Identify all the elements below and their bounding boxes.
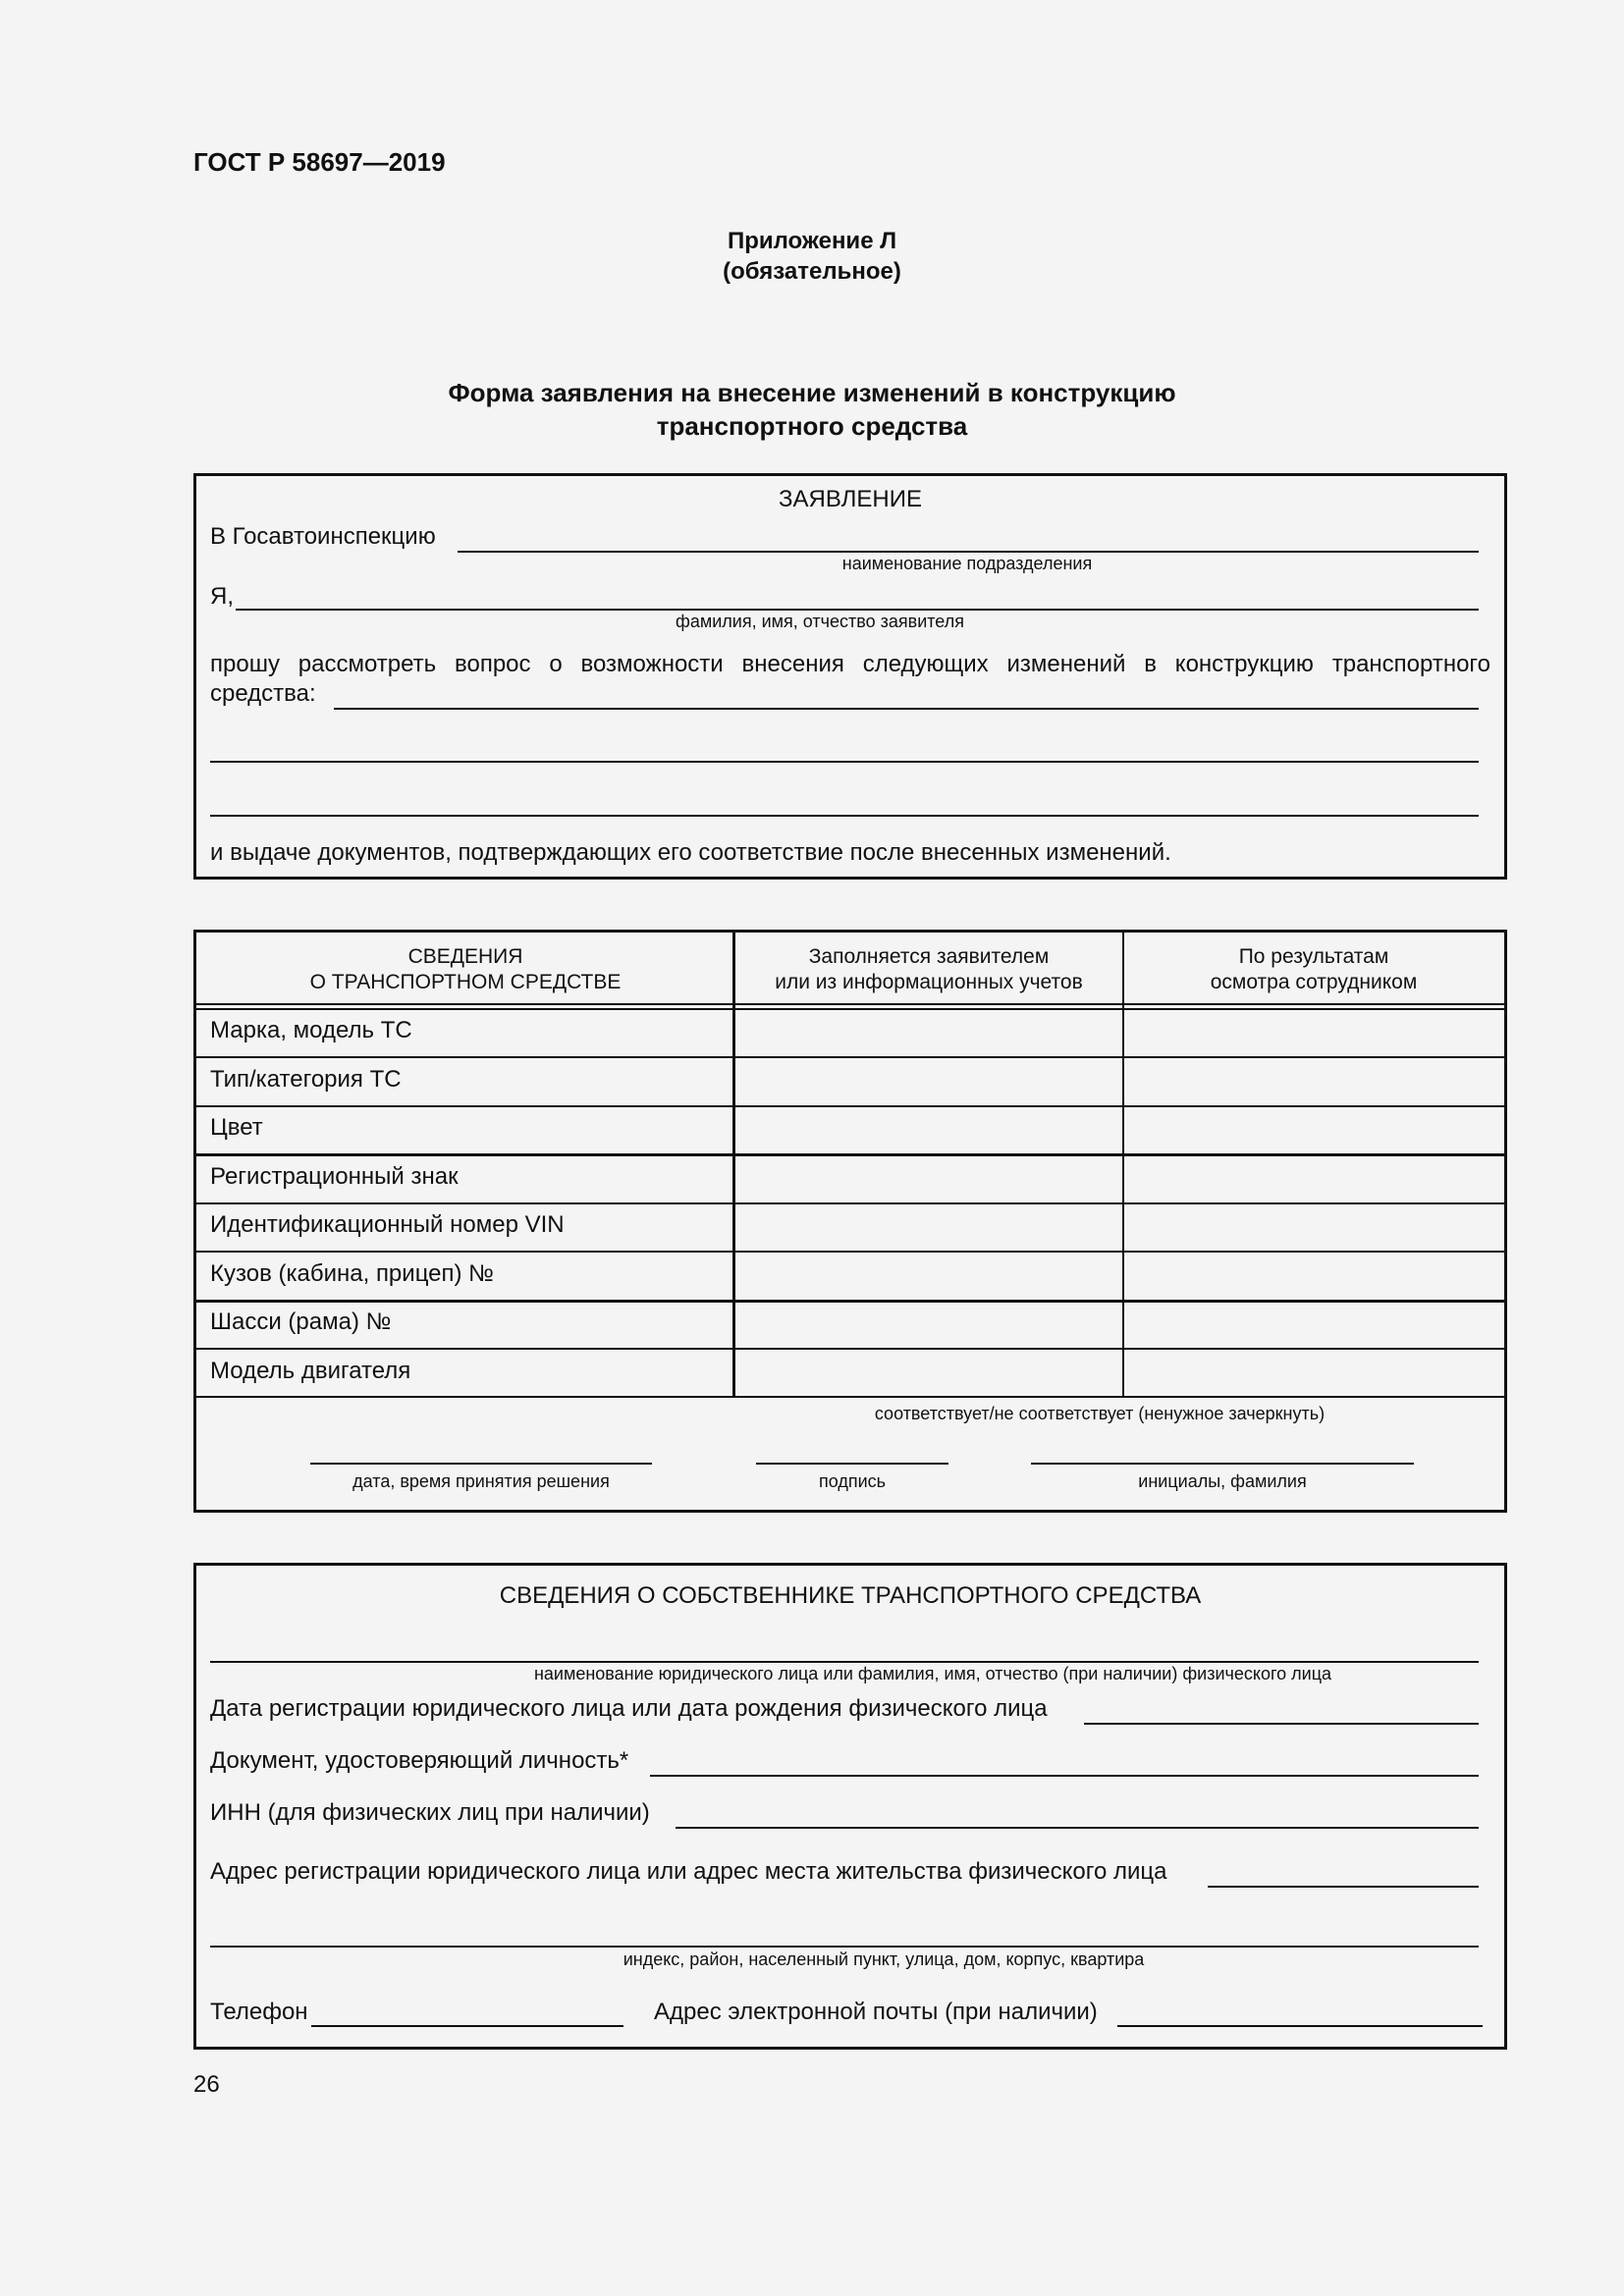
column-divider bbox=[1122, 933, 1124, 1398]
form-title-line1: Форма заявления на внесение изменений в конструкцию bbox=[448, 378, 1176, 407]
name-hint: фамилия, имя, отчество заявителя bbox=[676, 612, 964, 631]
row-divider bbox=[196, 1202, 1504, 1204]
row-label-type-category: Тип/категория ТС bbox=[210, 1066, 402, 1093]
inn-label: ИНН (для физических лиц при наличии) bbox=[210, 1799, 650, 1826]
address-line1[interactable] bbox=[1208, 1886, 1479, 1888]
to-hint: наименование подразделения bbox=[841, 554, 1093, 573]
request-line2: средства: bbox=[210, 680, 316, 707]
phone-label: Телефон bbox=[210, 1999, 308, 2025]
standard-designation: ГОСТ Р 58697—2019 bbox=[193, 147, 446, 177]
row-label-color: Цвет bbox=[210, 1114, 263, 1141]
address-hint: индекс, район, населенный пункт, улица, дом, корпус, квартира bbox=[623, 1949, 1145, 1969]
header-divider-bottom bbox=[196, 1008, 1504, 1010]
header-applicant-line1: Заполняется заявителем bbox=[808, 945, 1050, 968]
appendix-heading bbox=[0, 226, 1624, 287]
header-inspection bbox=[1123, 944, 1504, 995]
email-label: Адрес электронной почты (при наличии) bbox=[654, 1999, 1098, 2025]
initials-line[interactable] bbox=[1031, 1463, 1414, 1465]
email-line[interactable] bbox=[1117, 2025, 1483, 2027]
row-divider bbox=[196, 1348, 1504, 1350]
signature-hint: подпись bbox=[818, 1471, 887, 1491]
id-doc-line[interactable] bbox=[650, 1775, 1479, 1777]
decision-date-line[interactable] bbox=[310, 1463, 652, 1465]
conformity-note: соответствует/не соответствует (ненужное зачеркнуть) bbox=[874, 1404, 1326, 1423]
initials-hint: инициалы, фамилия bbox=[1138, 1471, 1307, 1491]
row-divider bbox=[196, 1056, 1504, 1058]
appendix-title: Приложение Л bbox=[727, 228, 897, 254]
row-label-reg-plate: Регистрационный знак bbox=[210, 1163, 459, 1190]
address-line2[interactable] bbox=[210, 1946, 1479, 1948]
header-inspection-line2: осмотра сотрудником bbox=[1210, 971, 1418, 993]
row-label-vin: Идентификационный номер VIN bbox=[210, 1211, 565, 1238]
owner-name-line[interactable] bbox=[210, 1661, 1479, 1663]
id-doc-label: Документ, удостоверяющий личность* bbox=[210, 1747, 629, 1774]
header-divider-top bbox=[196, 1003, 1504, 1005]
row-label-chassis: Шасси (рама) № bbox=[210, 1308, 392, 1335]
form-title-line2: транспортного средства bbox=[656, 411, 968, 441]
header-vehicle-info-line1: СВЕДЕНИЯ bbox=[407, 945, 523, 968]
header-applicant-line2: или из информационных учетов bbox=[775, 971, 1083, 993]
reg-date-line[interactable] bbox=[1084, 1723, 1479, 1725]
owner-name-hint: наименование юридического лица или фамилия, имя, отчество (при наличии) физического лица bbox=[533, 1664, 1332, 1683]
i-label: Я, bbox=[210, 583, 234, 610]
form-title bbox=[0, 376, 1624, 443]
changes-field-line3[interactable] bbox=[210, 815, 1479, 817]
column-divider bbox=[732, 933, 735, 1398]
row-divider bbox=[196, 1153, 1504, 1156]
to-label: В Госавтоинспекцию bbox=[210, 523, 436, 550]
appendix-status: (обязательное) bbox=[723, 258, 901, 285]
inspection-cell-make-model[interactable] bbox=[1124, 1011, 1503, 1055]
application-box bbox=[193, 473, 1507, 880]
address-label: Адрес регистрации юридического лица или адрес места жительства физического лица bbox=[210, 1858, 1167, 1885]
row-divider bbox=[196, 1300, 1504, 1303]
owner-info-box bbox=[193, 1563, 1507, 2050]
applicant-cell-make-model[interactable] bbox=[735, 1011, 1121, 1055]
row-label-engine: Модель двигателя bbox=[210, 1358, 411, 1384]
page-number: 26 bbox=[193, 2071, 220, 2098]
row-divider bbox=[196, 1251, 1504, 1253]
row-divider bbox=[196, 1105, 1504, 1107]
header-vehicle-info-line2: О ТРАНСПОРТНОМ СРЕДСТВЕ bbox=[309, 971, 622, 993]
row-divider bbox=[196, 1396, 1504, 1398]
row-label-make-model: Марка, модель ТС bbox=[210, 1017, 412, 1043]
changes-field-line1[interactable] bbox=[334, 708, 1479, 710]
header-applicant bbox=[734, 944, 1123, 995]
changes-field-line2[interactable] bbox=[210, 761, 1479, 763]
owner-title: СВЕДЕНИЯ О СОБСТВЕННИКЕ ТРАНСПОРТНОГО СРЕДСТВА bbox=[499, 1582, 1202, 1609]
reg-date-label: Дата регистрации юридического лица или дата рождения физического лица bbox=[210, 1695, 1048, 1722]
inn-line[interactable] bbox=[676, 1827, 1479, 1829]
application-title: ЗАЯВЛЕНИЕ bbox=[779, 486, 922, 512]
signature-line[interactable] bbox=[756, 1463, 948, 1465]
vehicle-info-table bbox=[193, 930, 1507, 1513]
to-field-line[interactable] bbox=[458, 551, 1479, 553]
request-line1: прошу рассмотреть вопрос о возможности внесения следующих изменений в конструкцию транспортного bbox=[210, 651, 1490, 677]
phone-line[interactable] bbox=[311, 2025, 623, 2027]
name-field-line[interactable] bbox=[236, 609, 1479, 611]
closing-text: и выдаче документов, подтверждающих его соответствие после внесенных изменений. bbox=[210, 839, 1171, 866]
row-label-body: Кузов (кабина, прицеп) № bbox=[210, 1260, 494, 1287]
header-inspection-line1: По результатам bbox=[1238, 945, 1389, 968]
header-vehicle-info bbox=[196, 944, 734, 995]
decision-date-hint: дата, время принятия решения bbox=[352, 1471, 610, 1491]
